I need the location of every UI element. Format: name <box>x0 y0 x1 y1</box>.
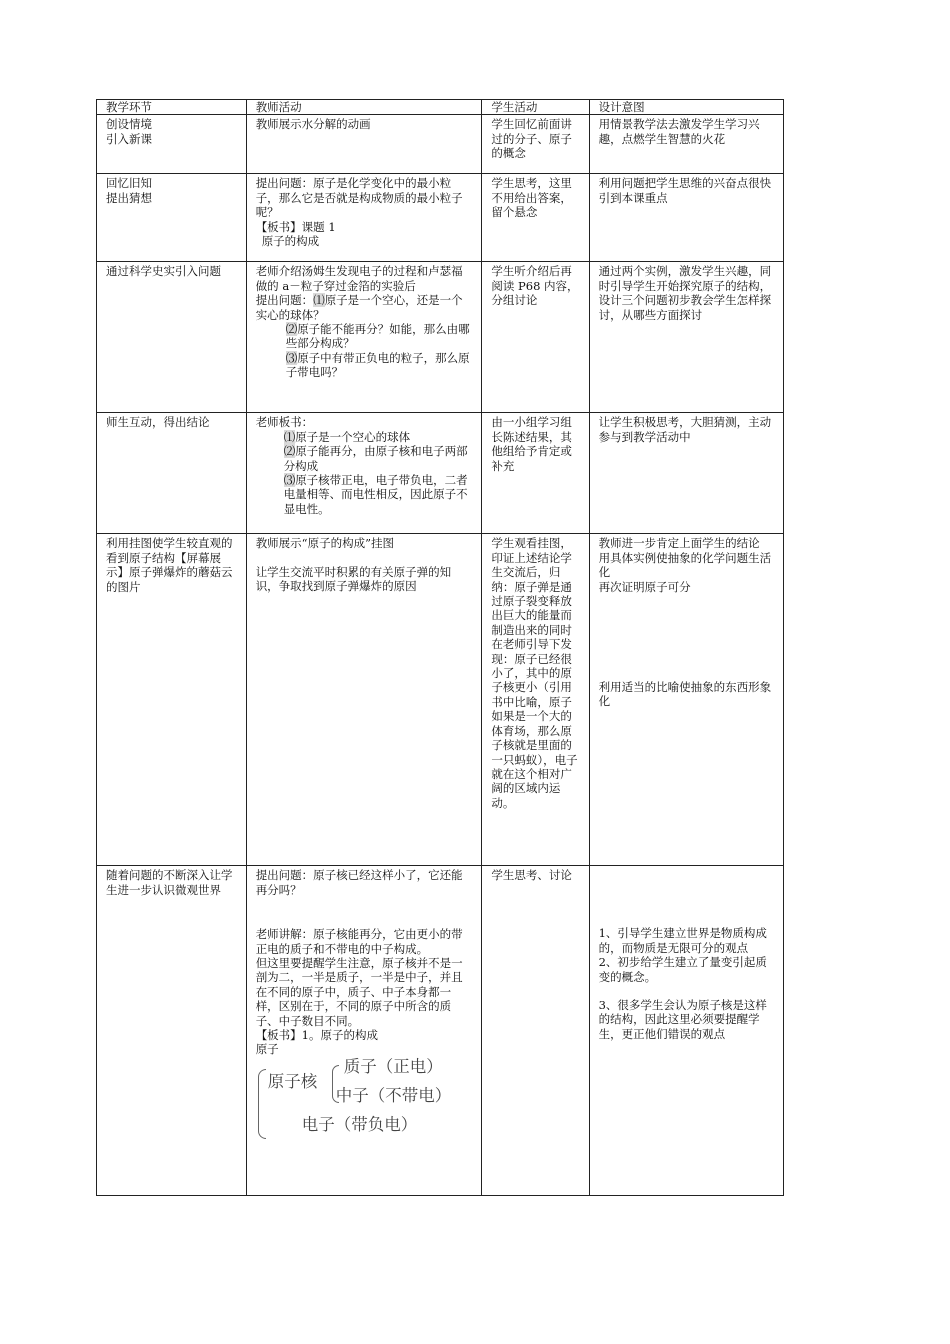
student-cell: 由一小组学习组长陈述结果，其他组给予肯定或补充 <box>482 413 589 534</box>
stage-line: 引入新课 <box>106 131 152 146</box>
question-number: ⑴ <box>313 293 325 308</box>
purpose-cell <box>589 413 783 534</box>
teacher-text: 老师板书： <box>255 415 314 430</box>
stage-line: 师生互动，得出结论 <box>106 415 210 430</box>
stage-line: 通过科学史实引入问题 <box>106 264 221 279</box>
teacher-cell <box>246 115 482 174</box>
stage-cell <box>97 262 247 413</box>
question-number: ⑶ <box>285 350 298 365</box>
teacher-text: 提出问题：原子核已经这样小了，它还能再分吗？ <box>255 868 463 897</box>
teacher-text: 老师介绍汤姆生发现电子的过程和卢瑟福做的 a－粒子穿过金箔的实验后 <box>255 264 463 293</box>
lesson-plan-table <box>96 99 784 1196</box>
blackboard-subtitle: 原子的构成 <box>261 234 320 249</box>
question-text: 原子能不能再分？如能，那么由哪些部分构成？ <box>285 322 470 351</box>
spacer <box>256 897 474 927</box>
purpose-text: 让学生积极思考，大胆猜测，主动参与到教学活动中 <box>598 415 772 444</box>
blackboard-title: 【板书】1。原子的构成 <box>255 1028 379 1043</box>
teacher-cell <box>246 866 482 1196</box>
table-row <box>97 174 784 262</box>
conclusion-1 <box>256 430 474 444</box>
purpose-text: 1、引导学生建立世界是物质构成的，而物质是无限可分的观点 <box>598 926 767 955</box>
prompt-label: 提出问题： <box>255 293 314 308</box>
question-2 <box>256 322 474 351</box>
electron-label: 电子（带负电） <box>301 1114 418 1134</box>
purpose-text: 再次证明原子可分 <box>598 579 691 594</box>
stage-line: 提出猜想 <box>106 190 152 205</box>
spacer <box>256 551 474 565</box>
stage-cell <box>97 866 247 1196</box>
header-student: 学生活动 <box>482 100 589 115</box>
purpose-text: 教师进一步肯定上面学生的结论 <box>598 536 760 551</box>
proton-label: 质子（正电） <box>343 1056 443 1076</box>
question-1 <box>256 293 474 322</box>
table-row <box>97 866 784 1196</box>
teacher-cell <box>246 413 482 534</box>
stage-line: 回忆旧知 <box>106 176 152 191</box>
teacher-text: 教师展示“原子的构成”挂图 <box>255 536 394 551</box>
outer-brace <box>258 1069 266 1139</box>
teacher-cell <box>246 174 482 262</box>
header-purpose: 设计意图 <box>589 100 783 115</box>
teacher-text: 老师讲解：原子核能再分，它由更小的带正电的质子和不带电的中子构成。 <box>255 927 463 956</box>
purpose-text: 利用问题把学生思维的兴奋点很快引到本课重点 <box>598 176 772 205</box>
student-cell: 学生思考，这里不用给出答案，留个悬念 <box>482 174 589 262</box>
spacer <box>599 984 775 998</box>
stage-cell <box>97 174 247 262</box>
table-row <box>97 115 784 174</box>
header-teacher: 教师活动 <box>246 100 482 115</box>
conclusion-number: ⑴ <box>283 429 296 444</box>
conclusion-number: ⑶ <box>283 473 296 488</box>
table-row <box>97 413 784 534</box>
teacher-cell <box>246 534 482 866</box>
conclusion-number: ⑵ <box>283 444 296 459</box>
purpose-text: 用具体实例使抽象的化学问题生活化 <box>598 550 772 580</box>
purpose-cell <box>589 534 783 866</box>
atom-structure-diagram <box>256 1056 474 1143</box>
teacher-text: 但这里要提醒学生注意，原子核并不是一剖为二，一半是质子，一半是中子，并且在不同的原子中，质子、中子本身都一样，区别在于，不同的原子中所含的质子、中子数目不同。 <box>255 956 463 1028</box>
purpose-cell <box>589 262 783 413</box>
purpose-text: 利用适当的比喻使抽象的东西形象化 <box>598 680 772 709</box>
nucleus-label: 原子核 <box>267 1071 318 1091</box>
spacer <box>599 594 775 680</box>
question-number: ⑵ <box>285 322 298 337</box>
conclusion-text: 原子能再分，由原子核和电子两部分构成 <box>283 444 468 473</box>
purpose-text: 3、很多学生会认为原子核是这样的结构，因此这里必须要提醒学生，更正他们错误的观点 <box>598 998 767 1041</box>
stage-cell <box>97 534 247 866</box>
teacher-text: 提出问题：原子是化学变化中的最小粒子，那么它是否就是构成物质的最小粒子呢？ <box>255 176 463 220</box>
conclusion-3 <box>256 473 474 516</box>
neutron-label: 中子（不带电） <box>335 1085 452 1105</box>
table-row <box>97 262 784 413</box>
purpose-text: 通过两个实例，激发学生兴趣，同时引导学生开始探究原子的结构，设计三个问题初步教会学生怎样探讨，从哪些方面探讨 <box>598 264 772 322</box>
student-cell: 学生思考、讨论 <box>482 866 589 1196</box>
table-row <box>97 534 784 866</box>
table-header-row <box>97 100 784 115</box>
question-3 <box>256 351 474 380</box>
header-stage: 教学环节 <box>97 100 247 115</box>
question-text: 原子是一个空心，还是一个实心的球体？ <box>255 293 463 322</box>
spacer <box>599 868 775 926</box>
teacher-text: 让学生交流平时积累的有关原子弹的知识，争取找到原子弹爆炸的原因 <box>255 564 452 594</box>
student-cell: 学生听介绍后再阅读 P68 内容，分组讨论 <box>482 262 589 413</box>
blackboard-title: 【板书】课题 1 <box>255 219 336 234</box>
stage-cell <box>97 115 247 174</box>
student-cell: 学生观看挂图，印证上述结论学生交流后，归纳：原子弹是通过原子裂变释放出巨大的能量而制造出来的同时在老师引导下发现：原子已经很小了，其中的原子核更小（引用书中比喻，原子如果是一个大的体育场，那么原子核就是里面的一只蚂蚁），电子就在这个相对广阔的区域内运动。 <box>482 534 589 866</box>
question-text: 原子中有带正负电的粒子，那么原子带电吗？ <box>285 350 470 380</box>
teacher-text: 教师展示水分解的动画 <box>255 117 371 132</box>
teacher-cell <box>246 262 482 413</box>
stage-line: 利用挂图使学生较直观的看到原子结构【屏幕展示】原子弹爆炸的蘑菇云的图片 <box>106 536 233 594</box>
conclusion-text: 原子是一个空心的球体 <box>295 429 411 444</box>
stage-line: 随着问题的不断深入让学生进一步认识微观世界 <box>106 868 233 897</box>
conclusion-2 <box>256 444 474 473</box>
purpose-cell <box>589 866 783 1196</box>
student-cell: 学生回忆前面讲过的分子、原子的概念 <box>482 115 589 174</box>
purpose-cell <box>589 115 783 174</box>
purpose-cell <box>589 174 783 262</box>
stage-cell <box>97 413 247 534</box>
purpose-text: 用情景教学法去激发学生学习兴趣，点燃学生智慧的火花 <box>598 117 760 146</box>
blackboard-subtitle: 原子 <box>255 1042 279 1057</box>
stage-line: 创设情境 <box>106 117 152 132</box>
purpose-text: 2、初步给学生建立了量变引起质变的概念。 <box>598 955 767 984</box>
conclusion-text: 原子核带正电，电子带负电，二者电量相等、而电性相反，因此原子不显电性。 <box>283 473 468 516</box>
